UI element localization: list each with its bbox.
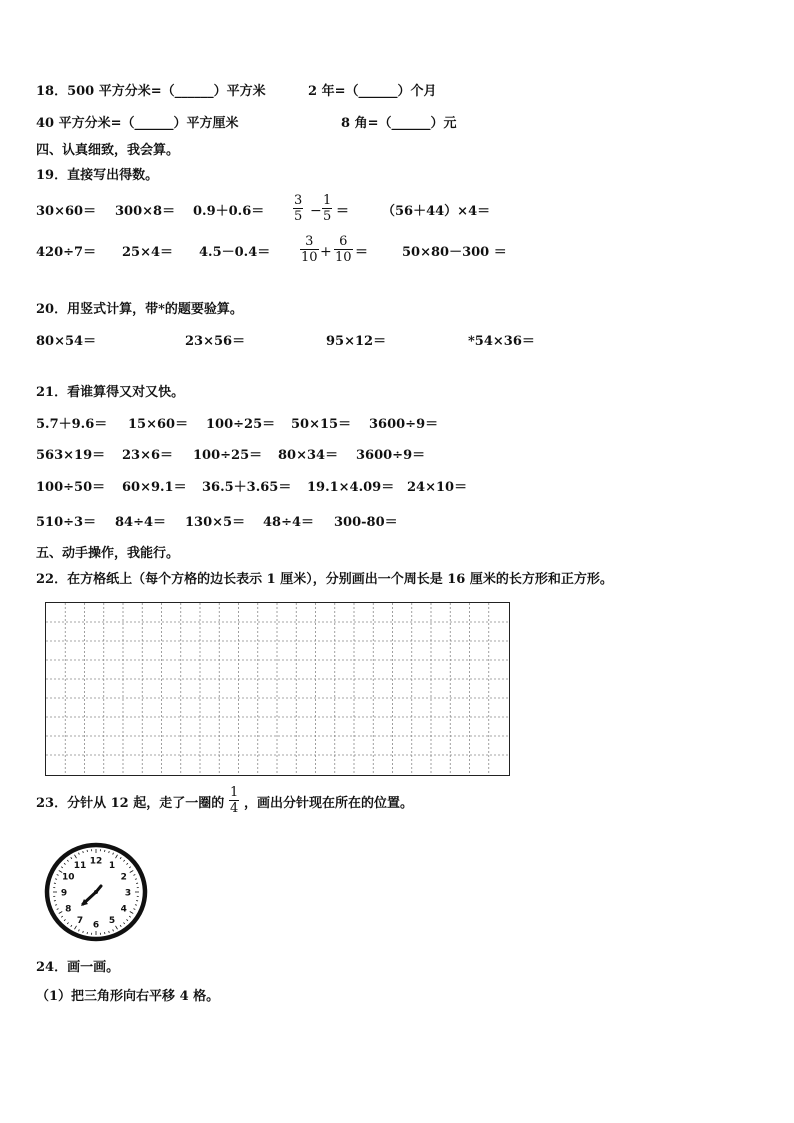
q19-r1-fraction-b: $\frac{1}{5}$ — [323, 193, 332, 224]
clock-tick — [113, 853, 114, 855]
q21-r4-4: 48÷4＝ — [263, 515, 315, 530]
grid-lines — [46, 603, 508, 774]
q19-r2-4: 50×80－300 ＝ — [402, 245, 507, 260]
q19-r1-equals: ＝ — [336, 204, 350, 219]
clock-tick — [64, 919, 65, 920]
q21-r3-4: 19.1×4.09＝ — [307, 480, 395, 495]
clock-tick — [126, 919, 127, 920]
q23-fraction: $\frac{1}{4}$ — [230, 785, 239, 816]
q21-r3-5: 24×10＝ — [407, 480, 468, 495]
q21-r3-3: 36.5＋3.65＝ — [202, 480, 292, 495]
clock-tick — [59, 912, 62, 914]
clock-number: 7 — [76, 916, 84, 927]
clock-tick — [116, 855, 118, 858]
clock-tick — [130, 871, 133, 873]
q21-r1-4: 50×15＝ — [291, 417, 352, 432]
q19-r1-3: 0.9＋0.6＝ — [193, 204, 265, 219]
clock-tick — [75, 926, 77, 929]
clock-number: 12 — [89, 856, 103, 867]
q19-r2-plus: + — [320, 244, 332, 260]
clock-number: 9 — [60, 888, 68, 899]
clock-tick — [129, 916, 131, 917]
clock-tick — [133, 875, 135, 876]
clock-tick — [83, 851, 84, 853]
clock-tick — [75, 855, 77, 858]
q21-r2-2: 23×6＝ — [122, 448, 174, 463]
clock-tick — [57, 875, 59, 876]
clock-tick — [61, 867, 63, 868]
clock-number: 6 — [92, 920, 100, 931]
clock-tick — [79, 929, 80, 931]
q21-r1-5: 3600÷9＝ — [369, 417, 439, 432]
q19-r1-4: （56＋44）×4＝ — [382, 204, 491, 219]
clock-tick — [120, 925, 121, 927]
clock-tick — [123, 860, 124, 861]
q21-r1-3: 100÷25＝ — [206, 417, 276, 432]
q23-title-start: 23．分针从 12 起，走了一圈的 — [36, 796, 225, 811]
section-4-heading: 四、认真细致，我会算。 — [36, 143, 180, 158]
q19-r2-3: 4.5－0.4＝ — [199, 245, 271, 260]
clock-number: 11 — [73, 860, 87, 871]
q18-item-1: 18．500 平方分米=（______）平方米 — [36, 84, 266, 99]
clock-number: 3 — [124, 888, 132, 899]
clock-tick — [67, 860, 68, 861]
q21-r4-1: 510÷3＝ — [36, 515, 97, 530]
clock-tick — [61, 916, 63, 917]
q21-r2-5: 3600÷9＝ — [356, 448, 426, 463]
q22-title: 22．在方格纸上（每个方格的边长表示 1 厘米），分别画出一个周长是 16 厘米的长方形和正方形。 — [36, 572, 613, 587]
clock-number: 2 — [120, 872, 127, 883]
clock-tick — [126, 863, 127, 864]
q21-r2-1: 563×19＝ — [36, 448, 106, 463]
clock-tick — [109, 851, 110, 853]
section-5-heading: 五、动手操作，我能行。 — [36, 546, 180, 561]
q19-r1-fraction-a: $\frac{3}{5}$ — [294, 193, 303, 224]
clock-tick — [123, 922, 124, 923]
q19-r1-1: 30×60＝ — [36, 204, 97, 219]
square-grid-paper[interactable] — [45, 602, 510, 776]
clock-tick — [135, 905, 137, 906]
q18-item-3: 40 平方分米=（______）平方厘米 — [36, 116, 239, 131]
q20-item-1: 80×54＝ — [36, 334, 97, 349]
clock-tick — [130, 912, 133, 914]
clock-tick — [79, 853, 80, 855]
q18-item-2: 2 年=（______）个月 — [308, 84, 437, 99]
clock-tick — [57, 909, 59, 910]
clock-tick — [55, 879, 57, 880]
clock-tick — [83, 931, 84, 933]
clock-tick — [133, 909, 135, 910]
clock-tick — [71, 925, 72, 927]
q21-r4-5: 300-80＝ — [334, 515, 398, 530]
q20-item-4: *54×36＝ — [468, 334, 535, 349]
q20-item-3: 95×12＝ — [326, 334, 387, 349]
clock-number: 8 — [65, 904, 72, 915]
clock-face[interactable] — [44, 842, 150, 944]
clock-tick — [55, 905, 57, 906]
q19-r1-minus: − — [310, 203, 322, 219]
q18-item-4: 8 角=（______）元 — [341, 116, 457, 131]
q20-item-2: 23×56＝ — [185, 334, 246, 349]
q21-title: 21．看谁算得又对又快。 — [36, 385, 185, 400]
clock-tick — [64, 863, 65, 864]
q19-r2-2: 25×4＝ — [122, 245, 174, 260]
clock-tick — [116, 926, 118, 929]
q19-r2-fraction-b: $\frac{6}{10}$ — [335, 234, 352, 265]
clock-number: 10 — [62, 872, 75, 883]
q21-r1-2: 15×60＝ — [128, 417, 189, 432]
q19-title: 19．直接写出得数。 — [36, 168, 159, 183]
clock-number: 1 — [108, 860, 116, 871]
q23-title-end: ，画出分针现在所在的位置。 — [244, 796, 414, 811]
clock-number: 5 — [108, 916, 116, 927]
clock-number: 4 — [120, 904, 127, 915]
q21-r3-1: 100÷50＝ — [36, 480, 106, 495]
clock-tick — [109, 931, 110, 933]
clock-tick — [67, 922, 68, 923]
q19-r2-fraction-a: $\frac{3}{10}$ — [301, 234, 318, 265]
q21-r4-3: 130×5＝ — [185, 515, 246, 530]
clock-center — [94, 890, 98, 894]
q21-r2-3: 100÷25＝ — [193, 448, 263, 463]
q20-title: 20．用竖式计算，带*的题要验算。 — [36, 302, 243, 317]
clock-tick — [71, 857, 72, 859]
clock-tick — [135, 879, 137, 880]
q19-r2-equals: ＝ — [355, 245, 369, 260]
q21-r2-4: 80×34＝ — [278, 448, 339, 463]
q24-title: 24．画一画。 — [36, 960, 120, 975]
clock-tick — [129, 867, 131, 868]
clock-tick — [120, 857, 121, 859]
q24-sub-1: （1）把三角形向右平移 4 格。 — [36, 989, 220, 1004]
q19-r1-2: 300×8＝ — [115, 204, 176, 219]
q19-r2-1: 420÷7＝ — [36, 245, 97, 260]
q21-r3-2: 60×9.1＝ — [122, 480, 187, 495]
q21-r4-2: 84÷4＝ — [115, 515, 167, 530]
clock-tick — [113, 929, 114, 931]
q21-r1-1: 5.7＋9.6＝ — [36, 417, 108, 432]
